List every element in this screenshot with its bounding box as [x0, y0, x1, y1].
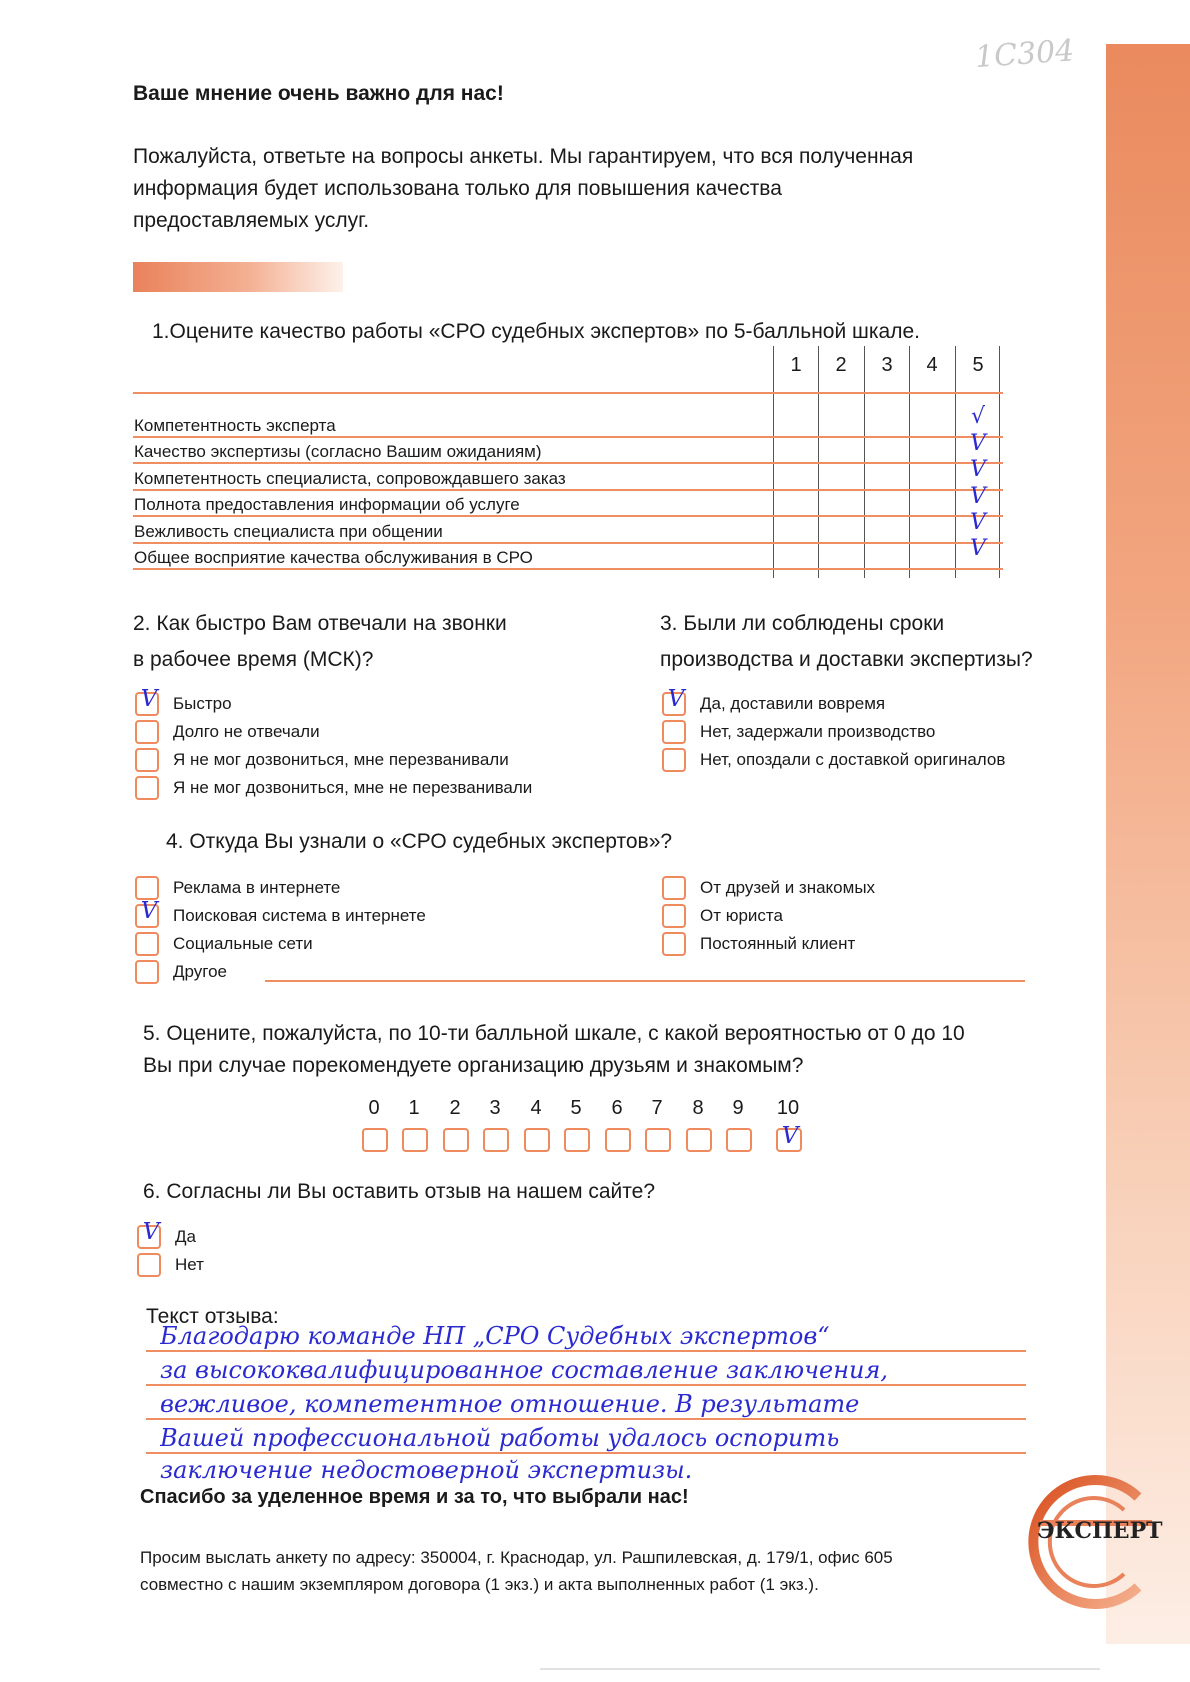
- option-label: Постоянный клиент: [700, 934, 856, 953]
- option-label: Другое: [173, 962, 228, 981]
- scale-header-5: 5: [972, 354, 984, 376]
- scale-checkbox-9[interactable]: [726, 1128, 752, 1152]
- scale-label-10: 10: [776, 1097, 800, 1119]
- row-line: [133, 542, 1003, 544]
- q2-option-fast[interactable]: [135, 686, 232, 716]
- q3-option-on-time[interactable]: [662, 686, 886, 716]
- q5-question-line1: 5. Оцените, пожалуйста, по 10-ти балльной шкале, с какой вероятностью от 0 до 10: [143, 1022, 965, 1045]
- page-title: Ваше мнение очень важно для нас!: [133, 82, 504, 105]
- checkmark-icon: V: [142, 1219, 160, 1245]
- address-line: Просим выслать анкету по адресу: 350004, г. Краснодар, ул. Рашпилевская, д. 179/1, офис 605: [140, 1548, 893, 1567]
- checkbox[interactable]: [662, 932, 686, 956]
- scan-artifact-line: [540, 1668, 1100, 1670]
- q2-option-called-back[interactable]: [135, 748, 509, 772]
- row-line: [133, 436, 1003, 438]
- checkbox[interactable]: [662, 876, 686, 900]
- rating-row-label: Качество экспертизы (согласно Вашим ожиданиям): [134, 442, 542, 461]
- row-line: [133, 568, 1003, 570]
- q1-rating-grid: [133, 346, 1003, 578]
- checkmark-icon[interactable]: √: [970, 404, 986, 429]
- review-label: Текст отзыва:: [146, 1305, 279, 1328]
- scale-checkbox-0[interactable]: [362, 1128, 388, 1152]
- q4-option-friends[interactable]: [662, 876, 875, 900]
- option-label: Нет, задержали производство: [700, 722, 936, 741]
- mailing-address: [140, 1544, 1020, 1598]
- q2-option-slow[interactable]: [135, 720, 320, 744]
- option-label: От юриста: [700, 906, 783, 925]
- q4-option-regular-client[interactable]: [662, 932, 855, 956]
- scale-checkbox-2[interactable]: [443, 1128, 469, 1152]
- checkbox[interactable]: [137, 1219, 161, 1249]
- checkmark-icon: V: [140, 898, 158, 924]
- review-line: [146, 1384, 1026, 1386]
- scale-checkbox-3[interactable]: [483, 1128, 509, 1152]
- checkbox[interactable]: [135, 898, 159, 928]
- grid-header-line: [133, 392, 1003, 394]
- q4-option-search-engine[interactable]: [135, 898, 426, 928]
- scale-label-7: 7: [651, 1097, 663, 1119]
- checkbox[interactable]: [135, 686, 159, 716]
- intro-text: [133, 141, 1013, 237]
- q4-option-other[interactable]: [135, 960, 227, 984]
- scale-label-0: 0: [368, 1097, 380, 1119]
- row-line: [133, 515, 1003, 517]
- q6-option-no[interactable]: [137, 1253, 204, 1277]
- option-label: Быстро: [173, 694, 232, 713]
- q3-option-delivery-delay[interactable]: [662, 748, 1005, 772]
- option-label: Я не мог дозвониться, мне не перезванивали: [173, 778, 533, 797]
- rating-row-label: Полнота предоставления информации об услуге: [134, 495, 520, 514]
- checkbox[interactable]: [135, 960, 159, 984]
- option-label: Реклама в интернете: [173, 878, 341, 897]
- q2-question-line1: 2. Как быстро Вам отвечали на звонки: [133, 612, 507, 635]
- scale-label-2: 2: [449, 1097, 461, 1119]
- logo-wordmark: ЭКСПЕРТ: [1037, 1518, 1163, 1544]
- decorative-side-stripe: [1106, 44, 1190, 1644]
- review-line: [146, 1418, 1026, 1420]
- other-answer-line[interactable]: [265, 980, 1025, 982]
- option-label: Да, доставили вовремя: [700, 694, 886, 713]
- scale-checkbox-10[interactable]: [776, 1123, 802, 1152]
- option-label: Я не мог дозвониться, мне перезванивали: [173, 750, 509, 769]
- review-handwriting-line[interactable]: заключение недостоверной экспертизы.: [160, 1456, 693, 1484]
- scale-header-4: 4: [926, 354, 938, 376]
- rating-row-label: Компетентность специалиста, сопровождавшего заказ: [134, 469, 566, 488]
- review-handwriting-line[interactable]: Благодарю команде НП „СРО Судебных экспертов“: [160, 1322, 830, 1350]
- checkbox[interactable]: [662, 904, 686, 928]
- row-line: [133, 489, 1003, 491]
- option-label: Долго не отвечали: [173, 722, 320, 741]
- option-label: Нет: [175, 1255, 204, 1274]
- checkbox[interactable]: [135, 720, 159, 744]
- form-id-stamp: 1С304: [973, 33, 1076, 76]
- option-label: Да: [175, 1227, 196, 1246]
- scale-label-4: 4: [530, 1097, 542, 1119]
- intro-line: предоставляемых услуг.: [133, 209, 370, 232]
- scale-label-8: 8: [692, 1097, 704, 1119]
- scale-header-2: 2: [835, 354, 847, 376]
- q6-option-yes[interactable]: [137, 1219, 196, 1249]
- scale-checkbox-5[interactable]: [564, 1128, 590, 1152]
- checkmark-icon[interactable]: V: [970, 510, 986, 535]
- scale-header-1: 1: [790, 354, 802, 376]
- q6-question: 6. Согласны ли Вы оставить отзыв на нашем сайте?: [143, 1180, 656, 1203]
- rating-row-label: Вежливость специалиста при общении: [134, 522, 443, 541]
- review-handwriting-line[interactable]: за высококвалифицированное составление заключения,: [160, 1356, 889, 1384]
- intro-line: информация будет использована только для повышения качества: [133, 177, 782, 200]
- checkmark-icon: V: [781, 1123, 799, 1149]
- checkmark-icon[interactable]: V: [970, 536, 986, 561]
- q3-question-line2: производства и доставки экспертизы?: [660, 648, 1033, 671]
- checkbox[interactable]: [137, 1253, 161, 1277]
- q4-question: 4. Откуда Вы узнали о «СРО судебных экспертов»?: [166, 830, 673, 853]
- checkmark-icon[interactable]: V: [970, 457, 986, 482]
- checkbox[interactable]: [662, 748, 686, 772]
- intro-line: Пожалуйста, ответьте на вопросы анкеты. Мы гарантируем, что вся полученная: [133, 145, 914, 168]
- q3-question-line1: 3. Были ли соблюдены сроки: [660, 612, 945, 635]
- q4-option-internet-ads[interactable]: [135, 876, 340, 900]
- scale-checkbox-1[interactable]: [402, 1128, 428, 1152]
- option-label: Поисковая система в интернете: [173, 906, 426, 925]
- checkbox[interactable]: [662, 720, 686, 744]
- q4-option-social[interactable]: [135, 932, 313, 956]
- checkbox[interactable]: [135, 776, 159, 800]
- scale-checkbox-6[interactable]: [605, 1128, 631, 1152]
- address-line: совместно с нашим экземпляром договора (1 экз.) и акта выполненных работ (1 экз.).: [140, 1575, 819, 1594]
- rating-row-label: Общее восприятие качества обслуживания в СРО: [134, 548, 533, 567]
- q4-option-lawyer[interactable]: [662, 904, 783, 928]
- scale-checkbox-4[interactable]: [524, 1128, 550, 1152]
- q2-option-not-called-back[interactable]: [135, 776, 532, 800]
- scale-checkbox-7[interactable]: [645, 1128, 671, 1152]
- checkbox[interactable]: [135, 748, 159, 772]
- option-label: Социальные сети: [173, 934, 313, 953]
- scale-label-5: 5: [570, 1097, 582, 1119]
- checkmark-icon: V: [667, 686, 685, 712]
- scale-label-9: 9: [732, 1097, 744, 1119]
- scale-label-1: 1: [408, 1097, 420, 1119]
- rating-row-label: Компетентность эксперта: [134, 416, 336, 435]
- decorative-band: [133, 262, 343, 292]
- q1-question: 1.Оцените качество работы «СРО судебных экспертов» по 5-балльной шкале.: [152, 320, 920, 343]
- q3-option-production-delay[interactable]: [662, 720, 935, 744]
- checkmark-icon[interactable]: V: [970, 431, 986, 456]
- option-label: От друзей и знакомых: [700, 878, 876, 897]
- review-handwriting-line[interactable]: вежливое, компетентное отношение. В результате: [160, 1390, 860, 1418]
- q5-question-line2: Вы при случае порекомендуете организацию друзьям и знакомым?: [143, 1054, 804, 1077]
- q2-question-line2: в рабочее время (МСК)?: [133, 648, 374, 671]
- review-handwriting-line[interactable]: Вашей профессиональной работы удалось оспорить: [160, 1424, 840, 1452]
- checkbox[interactable]: [135, 932, 159, 956]
- scale-label-6: 6: [611, 1097, 623, 1119]
- scale-checkbox-8[interactable]: [686, 1128, 712, 1152]
- scale-header-3: 3: [881, 354, 893, 376]
- checkmark-icon[interactable]: V: [970, 484, 986, 509]
- checkbox[interactable]: [662, 686, 686, 716]
- row-line: [133, 462, 1003, 464]
- review-line: [146, 1452, 1026, 1454]
- scale-label-3: 3: [489, 1097, 501, 1119]
- checkmark-icon: V: [140, 686, 158, 712]
- option-label: Нет, опоздали с доставкой оригиналов: [700, 750, 1006, 769]
- thank-you-text: Спасибо за уделенное время и за то, что выбрали нас!: [140, 1486, 689, 1508]
- review-line: [146, 1350, 1026, 1352]
